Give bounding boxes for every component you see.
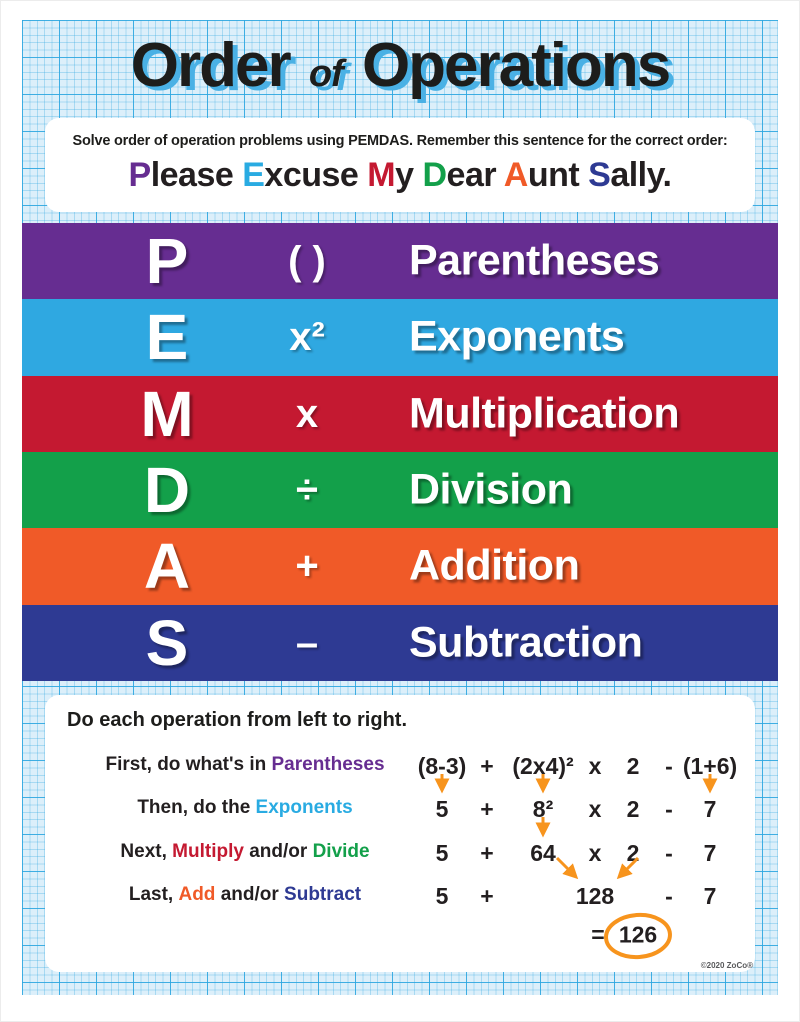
copyright-text: ©2020 ZoCo®	[700, 961, 753, 970]
step-label-keyword: Parentheses	[271, 754, 385, 775]
expression-cell: 5	[435, 883, 449, 909]
bar-symbol-m: x	[295, 391, 319, 436]
expression-cell: -	[665, 753, 673, 779]
expression-cell: 7	[703, 796, 717, 822]
step-label-1	[60, 754, 430, 776]
mnemonic-word-rest: y	[395, 156, 423, 194]
bar-letter-s: S	[145, 606, 189, 679]
bar-word-s: Subtraction	[409, 618, 643, 667]
expression-cell: +	[480, 753, 494, 779]
pemdas-bar-exponents	[22, 299, 778, 375]
pemdas-bar-addition	[22, 528, 778, 604]
step-label-2	[60, 797, 430, 819]
mnemonic-word-rest: unt	[527, 156, 589, 194]
expression-cell: 7	[703, 840, 717, 866]
expression-cell: -	[665, 840, 673, 866]
expression-cell: +	[480, 840, 494, 866]
example-heading	[67, 709, 407, 732]
step-label-keyword: Exponents	[255, 797, 353, 818]
bar-letter-m: M	[140, 377, 194, 450]
result-equals-sign: =	[591, 921, 605, 948]
step-label-keyword: Divide	[312, 841, 370, 862]
intro-sentence-pre: Solve order of operation problems using	[72, 133, 349, 149]
bar-letter-e: E	[145, 301, 189, 374]
bar-word-p: Parentheses	[409, 236, 660, 285]
expression-cell: x	[588, 796, 602, 822]
expression-cell: 5	[435, 796, 449, 822]
step-label-text: and/or	[215, 884, 285, 905]
expression-cell: 2	[626, 796, 640, 822]
example-heading-pre: Do each operation from	[67, 709, 298, 731]
expression-cell: (8-3)	[417, 753, 467, 779]
bar-letter-d: D	[143, 454, 191, 527]
step-label-keyword: Subtract	[284, 884, 362, 905]
step-label-text: and/or	[243, 841, 313, 862]
expression-cell: (2x4)²	[512, 753, 574, 779]
expression-cell: +	[480, 796, 494, 822]
expression-cell: -	[665, 796, 673, 822]
step-label-keyword: Multiply	[172, 841, 244, 862]
expression-cell: 128	[575, 883, 615, 909]
expression-cell: x	[588, 840, 602, 866]
mnemonic-word-rest: xcuse	[264, 156, 368, 194]
bar-letter-a: A	[143, 530, 191, 603]
pemdas-bar-division	[22, 452, 778, 528]
title-word-order: Order	[130, 31, 290, 100]
expression-cell: x	[588, 753, 602, 779]
arrow-multiply-left	[557, 858, 575, 876]
step-label-3	[60, 841, 430, 863]
step-label-text: First, do what's in	[105, 754, 272, 775]
mnemonic-word-rest: ally.	[610, 156, 672, 194]
result-value: 126	[618, 921, 658, 948]
intro-panel	[45, 118, 755, 212]
mnemonic-initial-a: A	[503, 156, 528, 194]
bar-word-d: Division	[409, 465, 573, 514]
title-word-operations: Operations	[361, 31, 670, 100]
expression-cell: 2	[626, 753, 640, 779]
poster-title	[0, 30, 800, 101]
expression-cell: 7	[703, 883, 717, 909]
intro-pemdas-acronym: PEMDAS	[348, 133, 409, 149]
mnemonic-word-rest: ear	[446, 156, 504, 194]
mnemonic-sentence	[45, 156, 755, 195]
mnemonic-initial-p: P	[128, 156, 151, 194]
bar-letter-p: P	[145, 225, 189, 298]
bar-symbol-a: +	[295, 544, 319, 589]
title-word-of: of	[308, 53, 343, 95]
expression-cell: +	[480, 883, 494, 909]
pemdas-bar-parentheses	[22, 223, 778, 299]
intro-sentence	[45, 133, 755, 149]
expression-cell: 8²	[532, 796, 554, 822]
bar-symbol-e: x²	[289, 315, 325, 360]
step-label-text: Last,	[128, 884, 179, 905]
expression-cell: (1+6)	[682, 753, 738, 779]
bar-word-m: Multiplication	[409, 389, 680, 438]
step-label-4	[60, 884, 430, 906]
step-label-text: Next,	[120, 841, 173, 862]
pemdas-bar-subtraction	[22, 605, 778, 681]
mnemonic-initial-e: E	[242, 156, 265, 194]
bar-word-a: Addition	[409, 541, 580, 590]
bar-symbol-s: –	[295, 620, 319, 665]
step-label-keyword: Add	[178, 884, 216, 905]
step-label-text: Then, do the	[137, 797, 256, 818]
expression-cell: -	[665, 883, 673, 909]
intro-sentence-post: . Remember this sentence for the correct order:	[408, 133, 728, 149]
mnemonic-initial-s: S	[588, 156, 611, 194]
pemdas-bar-multiplication	[22, 376, 778, 452]
expression-cell: 2	[626, 840, 640, 866]
bar-symbol-d: ÷	[296, 468, 318, 513]
pemdas-bars	[22, 223, 778, 681]
expression-cell: 64	[530, 840, 556, 866]
mnemonic-initial-m: M	[367, 156, 396, 194]
bar-symbol-p: ( )	[288, 239, 326, 284]
mnemonic-word-rest: lease	[150, 156, 243, 194]
example-heading-bold: left to right.	[297, 709, 408, 731]
bar-word-e: Exponents	[409, 312, 625, 361]
mnemonic-initial-d: D	[422, 156, 447, 194]
worked-example-panel	[45, 695, 755, 972]
expression-cell: 5	[435, 840, 449, 866]
